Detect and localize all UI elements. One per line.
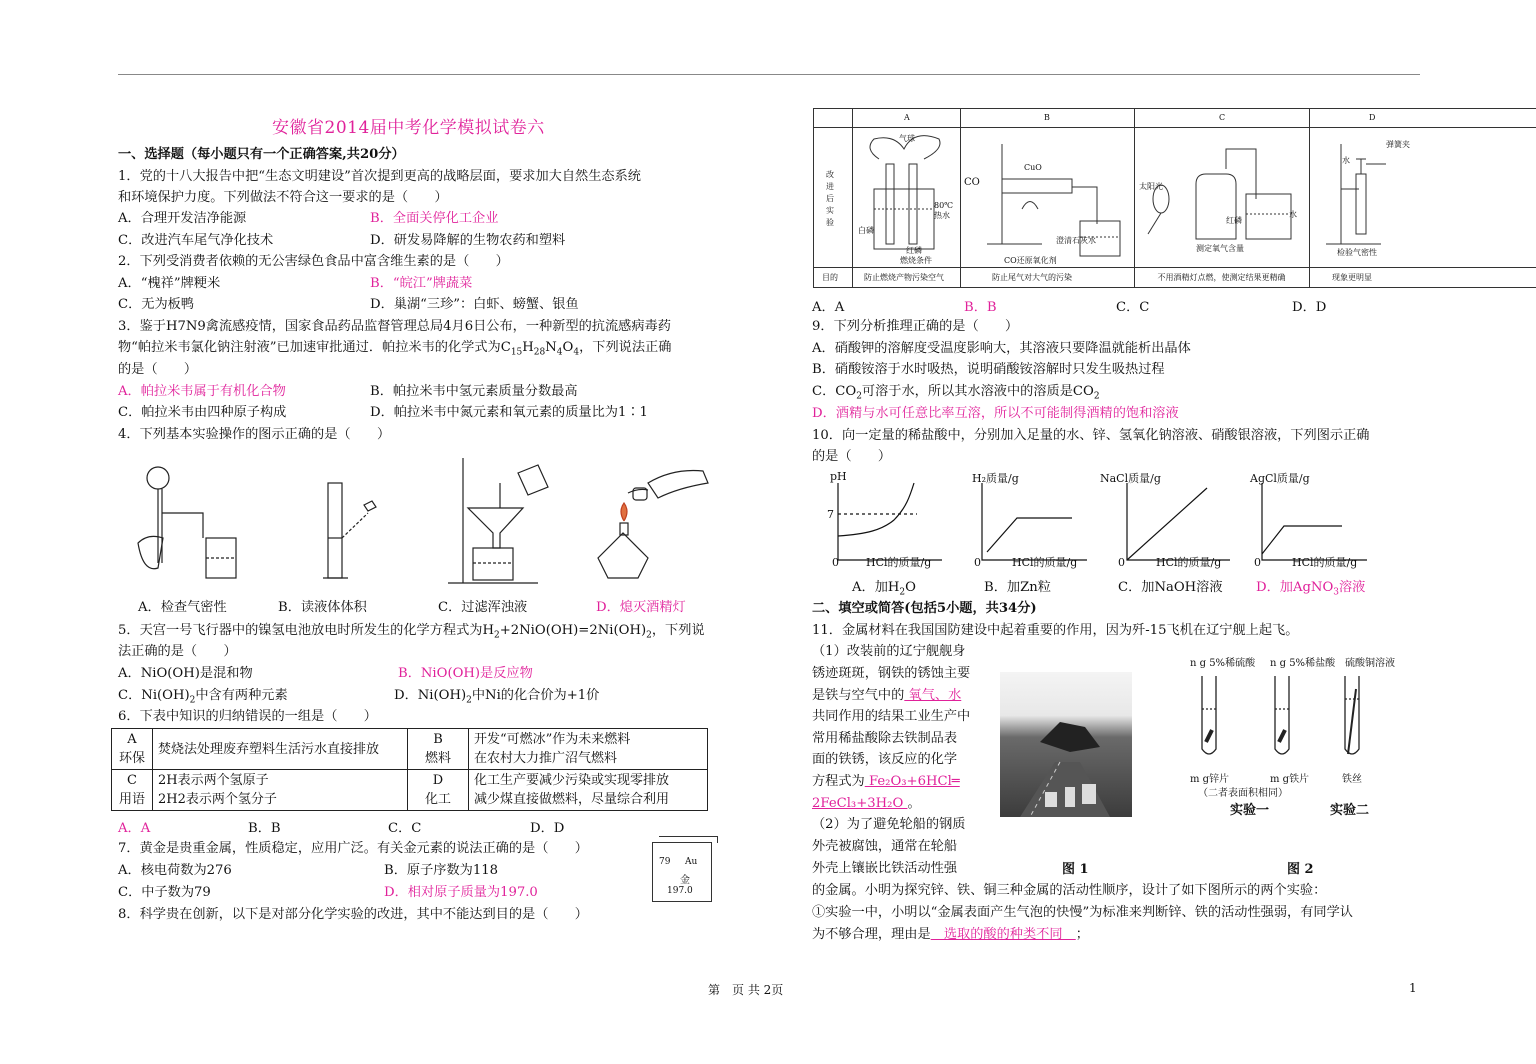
q8-line1: 8．科学贵在创新，以下是对部分化学实验的改进，其中不能达到目的是（ ） xyxy=(118,907,588,922)
g1-y-label: pH xyxy=(830,470,847,483)
g1-x-label: HCl的质量/g xyxy=(866,556,932,569)
q4-option-a: A．检查气密性 xyxy=(138,600,227,615)
q1-option-b: B．全面关停化工企业 xyxy=(370,211,499,226)
q11-p3: 是铁与空气中的 氧气、水 xyxy=(812,688,962,703)
zinc-strip-label: m g锌片 xyxy=(1190,774,1230,785)
q8-experiment-table xyxy=(813,108,1536,288)
q2-option-a: A．“槐祥”牌粳米 xyxy=(118,276,221,291)
q10-line2: 的是（ ） xyxy=(812,449,892,464)
experiment1-label: 实验一 xyxy=(1230,803,1270,818)
g2-y-label: H₂质量/g xyxy=(972,472,1019,485)
filtration-illustration xyxy=(448,458,548,583)
q9-option-c: C．$CO_2$可溶于水，所以其水溶液中的溶质是$CO_2$ xyxy=(812,384,1100,402)
q6-option-b: B．B xyxy=(248,821,281,836)
q8-header-c: C xyxy=(1219,113,1226,122)
g3-axes xyxy=(1127,483,1230,560)
q1-line1: 1．党的十八大报告中把“生态文明建设”首次提到更高的战略层面，要求加大自然生态系统 xyxy=(118,169,641,184)
q11-answer-acid-type: 选取的酸的种类不同 xyxy=(930,927,1076,942)
q10-option-d: D．加AgNO$_3$溶液 xyxy=(1256,580,1366,598)
g4-y-label: AgCl质量/g xyxy=(1250,472,1310,485)
figure1-carrier-photo xyxy=(1000,672,1132,817)
q8-a-caption: 燃烧条件 xyxy=(900,256,932,265)
q8-b-cuo-label: CuO xyxy=(1024,163,1042,172)
experiment2-label: 实验二 xyxy=(1330,803,1370,818)
q8-c-caption: 测定氧气含量 xyxy=(1196,244,1244,253)
q8-b-co-label: CO xyxy=(964,177,980,188)
tube3-label: 硫酸铜溶液 xyxy=(1345,658,1395,669)
g3-curve xyxy=(1127,488,1207,560)
q9-option-b: B．硝酸铵溶于水时吸热，说明硝酸铵溶解时只发生吸热过程 xyxy=(812,362,1165,377)
q3-line2: 物“帕拉米韦氯化钠注射液”已加速审批通过．帕拉米韦的化学式为$C_{15}H_{28}N_4O_4$，下列说法正确 xyxy=(118,340,672,358)
q9-option-d: D．酒精与水可任意比率互溶，所以不可能制得酒精的饱和溶液 xyxy=(812,406,1179,421)
q8-purpose-b: 防止尾气对大气的污染 xyxy=(992,273,1072,282)
q8-apparatus-b xyxy=(962,129,1132,265)
q1-option-a: A．合理开发洁净能源 xyxy=(118,211,247,226)
cylinder-reading-illustration xyxy=(323,483,376,578)
q8-header-a: A xyxy=(904,113,910,122)
q1-line2: 和环境保护力度。下列做法不符合这一要求的是（ ） xyxy=(118,190,448,205)
q10-option-c: C．加NaOH溶液 xyxy=(1118,580,1223,595)
g2-zero: 0 xyxy=(974,556,981,569)
q4-apparatus-figure xyxy=(128,453,748,593)
g1-curve xyxy=(838,483,914,536)
q8-purpose-label: 目的 xyxy=(822,273,838,282)
q8-header-row xyxy=(814,109,1536,128)
q5-line2: 法正确的是（ ） xyxy=(118,644,237,659)
carrier-deck-drawing xyxy=(1000,672,1132,817)
q11-p5: 常用稀盐酸除去铁制品表 xyxy=(812,731,958,746)
q4-option-d: D．熄灭酒精灯 xyxy=(596,600,686,615)
q5-option-a: A．NiO(OH)是混和物 xyxy=(118,666,253,681)
alcohol-lamp-illustration xyxy=(598,471,708,579)
q8-header-d: D xyxy=(1369,113,1376,122)
q5-line1: 5．天宫一号飞行器中的镍氢电池放电时所发生的化学方程式为$H_2+2NiO(OH)=2Ni(OH)_2$，下列说 xyxy=(118,623,705,641)
g1-seven-label: 7 xyxy=(827,508,834,521)
q3-line1: 3．鉴于H7N9禽流感疫情，国家食品药品监督管理总局4月6日公布，一种新型的抗流感病毒药 xyxy=(118,319,671,334)
q6-cell-b-text: 开发“可燃冰”作为未来燃料 在农村大力推广沼气燃料 xyxy=(469,729,708,770)
q8-a-water-label: 80℃热水 xyxy=(934,201,954,220)
q11-p7: 方程式为 Fe₂O₃+6HCl═ xyxy=(812,774,960,789)
gold-element-box xyxy=(652,842,712,902)
section1-heading: 一、选择题（每小题只有一个正确答案,共20分） xyxy=(118,147,405,162)
q10-line1: 10．向一定量的稀盐酸中，分别加入足量的水、锌、氢氧化钠溶液、硝酸银溶液，下列图示正确 xyxy=(812,428,1370,443)
q8-a-red-p-label: 红磷 xyxy=(906,246,922,255)
q6-option-a: A．A xyxy=(118,821,151,836)
q8-row-label: 改进后实验 xyxy=(826,170,834,227)
q8-c-water-label: 水 xyxy=(1289,210,1297,219)
q6-option-d: D．D xyxy=(530,821,565,836)
q2-option-c: C．无为板鸭 xyxy=(118,297,195,312)
q8-a-balloon-label: 气球 xyxy=(899,134,915,143)
g4-curve xyxy=(1262,526,1342,554)
q8-b-caption: CO还原氧化剂 xyxy=(1004,256,1057,265)
q11-p11: 外壳上镶嵌比铁活动性强 xyxy=(812,861,958,876)
q7-line1: 7．黄金是贵重金属，性质稳定，应用广泛。有关金元素的说法正确的是（ ） xyxy=(118,841,588,856)
section2-heading: 二、填空或简答(包括5小题，共34分) xyxy=(812,601,1037,616)
q11-p9: （2）为了避免轮船的钢质 xyxy=(812,817,966,832)
q1-option-c: C．改进汽车尾气净化技术 xyxy=(118,233,274,248)
q4-option-c: C．过滤浑浊液 xyxy=(438,600,528,615)
q6-cell-a-text: 焚烧法处理废弃塑料生活污水直接排放 xyxy=(153,729,408,770)
header-rule xyxy=(118,74,1420,75)
q8-d-water-label: 水 xyxy=(1342,156,1350,165)
q11-p12: 的金属。小明为探究锌、铁、铜三种金属的活动性顺序，设计了如下图所示的两个实验： xyxy=(812,883,1327,898)
footer-page-count: 第 页 共 2页 xyxy=(708,983,784,997)
q11-p4: 共同作用的结果工业生产中 xyxy=(812,709,971,724)
q8-b-limewater-label: 澄清石灰水 xyxy=(1056,236,1096,245)
q3-option-c: C．帕拉米韦由四种原子构成 xyxy=(118,405,287,420)
q11-p6: 面的铁锈，该反应的化学 xyxy=(812,752,958,767)
figure1-caption: 图 1 xyxy=(1062,862,1089,877)
q11-p1: （1）改装前的辽宁舰舰身 xyxy=(812,644,966,659)
q7-option-c: C．中子数为79 xyxy=(118,885,211,900)
q6-knowledge-table xyxy=(111,728,708,811)
q4-option-b: B．读液体体积 xyxy=(278,600,367,615)
g4-x-label: HCl的质量/g xyxy=(1292,556,1358,569)
q11-p13: ①实验一中，小明以“金属表面产生气泡的快慢”为标准来判断锌、铁的活动性强弱，有同学认 xyxy=(812,905,1353,920)
q8-c-red-p-label: 红磷 xyxy=(1226,216,1242,225)
q6-cell-d-label: D 化工 xyxy=(408,770,469,811)
g4-axes xyxy=(1262,483,1367,560)
q3-option-a: A．帕拉米韦属于有机化合物 xyxy=(118,384,286,399)
q8-c-sunlight-label: 太阳光 xyxy=(1139,182,1163,191)
q5-option-c: C．$Ni(OH)_2$中含有两种元素 xyxy=(118,688,288,706)
q8-purpose-d: 现象更明显 xyxy=(1332,273,1372,282)
q8-purpose-a: 防止燃烧产物污染空气 xyxy=(864,273,944,282)
q11-line1: 11．金属材料在我国国防建设中起着重要的作用，因为歼-15飞机在辽宁舰上起飞。 xyxy=(812,623,1299,638)
q10-graphs xyxy=(822,468,1397,573)
q6-option-c: C．C xyxy=(388,821,422,836)
gold-atomic-number: 79 xyxy=(659,857,671,867)
gold-name: 金 xyxy=(680,875,690,886)
q8-d-clamp-label: 弹簧夹 xyxy=(1386,140,1410,149)
q6-cell-d-text: 化工生产要减少污染或实现零排放 减少煤直接做燃料，尽量综合利用 xyxy=(469,770,708,811)
g3-x-label: HCl的质量/g xyxy=(1156,556,1222,569)
tube2-label: n g 5%稀盐酸 xyxy=(1270,658,1336,669)
g3-zero: 0 xyxy=(1118,556,1125,569)
q11-p10: 外壳被腐蚀，通常在轮船 xyxy=(812,839,958,854)
q11-answer-equation-part2: 2FeCl₃+3H₂O xyxy=(812,796,908,811)
q5-option-b: B．NiO(OH)是反应物 xyxy=(398,666,533,681)
q7-option-b: B．原子序数为118 xyxy=(384,863,498,878)
q10-option-b: B．加Zn粒 xyxy=(984,580,1051,595)
q8-header-b: B xyxy=(1044,113,1050,122)
q5-option-d: D．$Ni(OH)_2$中Ni的化合价为+1价 xyxy=(394,688,600,706)
q2-line1: 2．下列受消费者依赖的无公害绿色食品中富含维生素的是（ ） xyxy=(118,254,509,269)
iron-strip-label: m g铁片 xyxy=(1270,774,1310,785)
q3-option-d: D．帕拉米韦中氮元素和氧元素的质量比为1∶1 xyxy=(370,405,648,420)
q9-option-a: A．硝酸钾的溶解度受温度影响大，其溶液只要降温就能析出晶体 xyxy=(812,341,1191,356)
q11-answer-equation-part1: Fe₂O₃+6HCl═ xyxy=(864,774,960,789)
q6-line1: 6．下表中知识的归纳错误的一组是（ ） xyxy=(118,709,377,724)
figure2-test-tubes xyxy=(1180,654,1420,824)
q3-line3: 的是（ ） xyxy=(118,362,198,377)
q6-cell-c-text: 2H表示两个氢原子 2H2表示两个氢分子 xyxy=(153,770,408,811)
q8-option-c: C．C xyxy=(1116,300,1150,315)
q8-option-a: A．A xyxy=(812,300,845,315)
tube1-label: n g 5%稀硫酸 xyxy=(1190,658,1256,669)
g1-axes xyxy=(838,483,942,560)
footer-page-number: 1 xyxy=(1409,981,1417,995)
q7-option-a: A．核电荷数为276 xyxy=(118,863,232,878)
q4-line1: 4．下列基本实验操作的图示正确的是（ ） xyxy=(118,427,391,442)
iron-wire-label: 铁丝 xyxy=(1342,774,1362,785)
q2-option-b: B．“皖江”牌蔬菜 xyxy=(370,276,473,291)
q6-cell-b-label: B 燃料 xyxy=(408,729,469,770)
g4-zero: 0 xyxy=(1254,556,1261,569)
g2-x-label: HCl的质量/g xyxy=(1012,556,1078,569)
gold-mass: 197.0 xyxy=(667,886,693,896)
q6-cell-c-label: C 用语 xyxy=(112,770,153,811)
q9-line1: 9．下列分析推理正确的是（ ） xyxy=(812,319,1019,334)
q8-a-white-p-label: 白磷 xyxy=(858,226,874,235)
g2-axes xyxy=(982,483,1087,560)
gold-symbol: Au xyxy=(685,857,698,867)
q8-purpose-c: 不用酒精灯点燃，使测定结果更精确 xyxy=(1157,273,1286,282)
q11-p14: 为不够合理，理由是 选取的酸的种类不同 ； xyxy=(812,927,1089,942)
g3-y-label: NaCl质量/g xyxy=(1100,472,1161,485)
figure2-caption: 图 2 xyxy=(1287,862,1314,877)
q7-option-d: D．相对原子质量为197.0 xyxy=(384,885,538,900)
gas-tightness-illustration xyxy=(138,467,236,578)
q8-option-b: B．B xyxy=(964,300,997,315)
q3-option-b: B．帕拉米韦中氢元素质量分数最高 xyxy=(370,384,578,399)
q11-p2: 锈迹斑斑，钢铁的锈蚀主要 xyxy=(812,666,971,681)
q10-option-a: A．加$H_2O$ xyxy=(852,580,916,598)
q8-d-caption: 检验气密性 xyxy=(1337,248,1377,257)
q11-p8: 2FeCl₃+3H₂O 。 xyxy=(812,796,921,811)
q11-answer-oxygen-water: 氧气、水 xyxy=(904,688,962,703)
q1-option-d: D．研发易降解的生物农药和塑料 xyxy=(370,233,566,248)
q6-cell-a-label: A 环保 xyxy=(112,729,153,770)
g2-curve xyxy=(987,518,1072,552)
same-area-note: （二者表面积相同） xyxy=(1198,788,1288,799)
g1-zero: 0 xyxy=(832,556,839,569)
page-title: 安徽省2014届中考化学模拟试卷六 xyxy=(272,118,545,138)
q8-option-d: D．D xyxy=(1292,300,1327,315)
q2-option-d: D．巢湖“三珍”：白虾、螃蟹、银鱼 xyxy=(370,297,579,312)
